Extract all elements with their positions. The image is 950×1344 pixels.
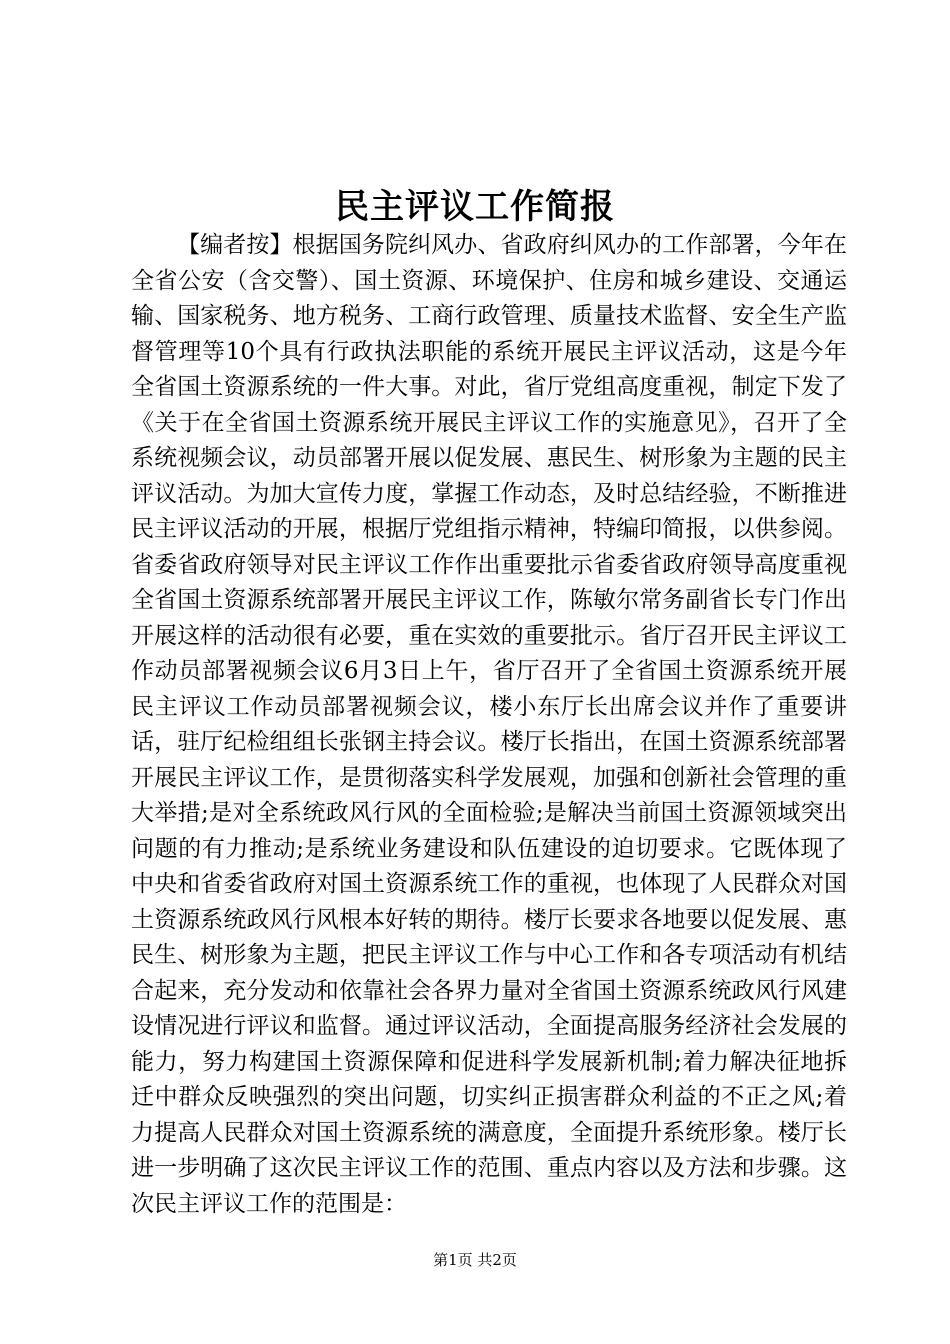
document-body-paragraph: 【编者按】根据国务院纠风办、省政府纠风办的工作部署，今年在全省公安（含交警）、国土资源、环境保护、住房和城乡建设、交通运输、国家税务、地方税务、工商行政管理、质量技术监督、安全生产监督管理等10个具有行政执法职能的系统开展民主评议活动，这是今年全省国土资源系统的一件大事。对此，省厅党组高度重视，制定下发了《关于在全省国土资源系统开展民主评议工作的实施意见》，召开了全系统视频会议，动员部署开展以促发展、惠民生、树形象为主题的民主评议活动。为加大宣传力度，掌握工作动态，及时总结经验，不断推进民主评议活动的开展，根据厅党组指示精神，特编印简报，以供参阅。省委省政府领导对民主评议工作作出重要批示省委省政府领导高度重视全省国土资源系统部署开展民主评议工作，陈敏尔常务副省长专门作出开展这样的活动很有必要，重在实效的重要批示。省厅召开民主评议工作动员部署视频会议6月3日上午，省厅召开了全省国土资源系统开展民主评议工作动员部署视频会议，楼小东厅长出席会议并作了重要讲话，驻厅纪检组组长张钢主持会议。楼厅长指出，在国土资源系统部署开展民主评议工作，是贯彻落实科学发展观，加强和创新社会管理的重大举措;是对全系统政风行风的全面检验;是解决当前国土资源领域突出问题的有力推动;是系统业务建设和队伍建设的迫切要求。它既体现了中央和省委省政府对国土资源系统工作的重视，也体现了人民群众对国土资源系统政风行风根本好转的期待。楼厅长要求各地要以促发展、惠民生、树形象为主题，把民主评议工作与中心工作和各专项活动有机结合起来，充分发动和依靠社会各界力量对全省国土资源系统政风行风建设情况进行评议和监督。通过评议活动，全面提高服务经济社会发展的能力，努力构建国土资源保障和促进科学发展新机制;着力解决征地拆迁中群众反映强烈的突出问题，切实纠正损害群众利益的不正之风;着力提高人民群众对国土资源系统的满意度，全面提升系统形象。楼厅长进一步明确了这次民主评议工作的范围、重点内容以及方法和步骤。这次民主评议工作的范围是： — [131, 232, 847, 1217]
document-title: 民主评议工作简报 — [335, 187, 615, 227]
page-number-footer: 第1页 共2页 — [433, 1251, 517, 1269]
